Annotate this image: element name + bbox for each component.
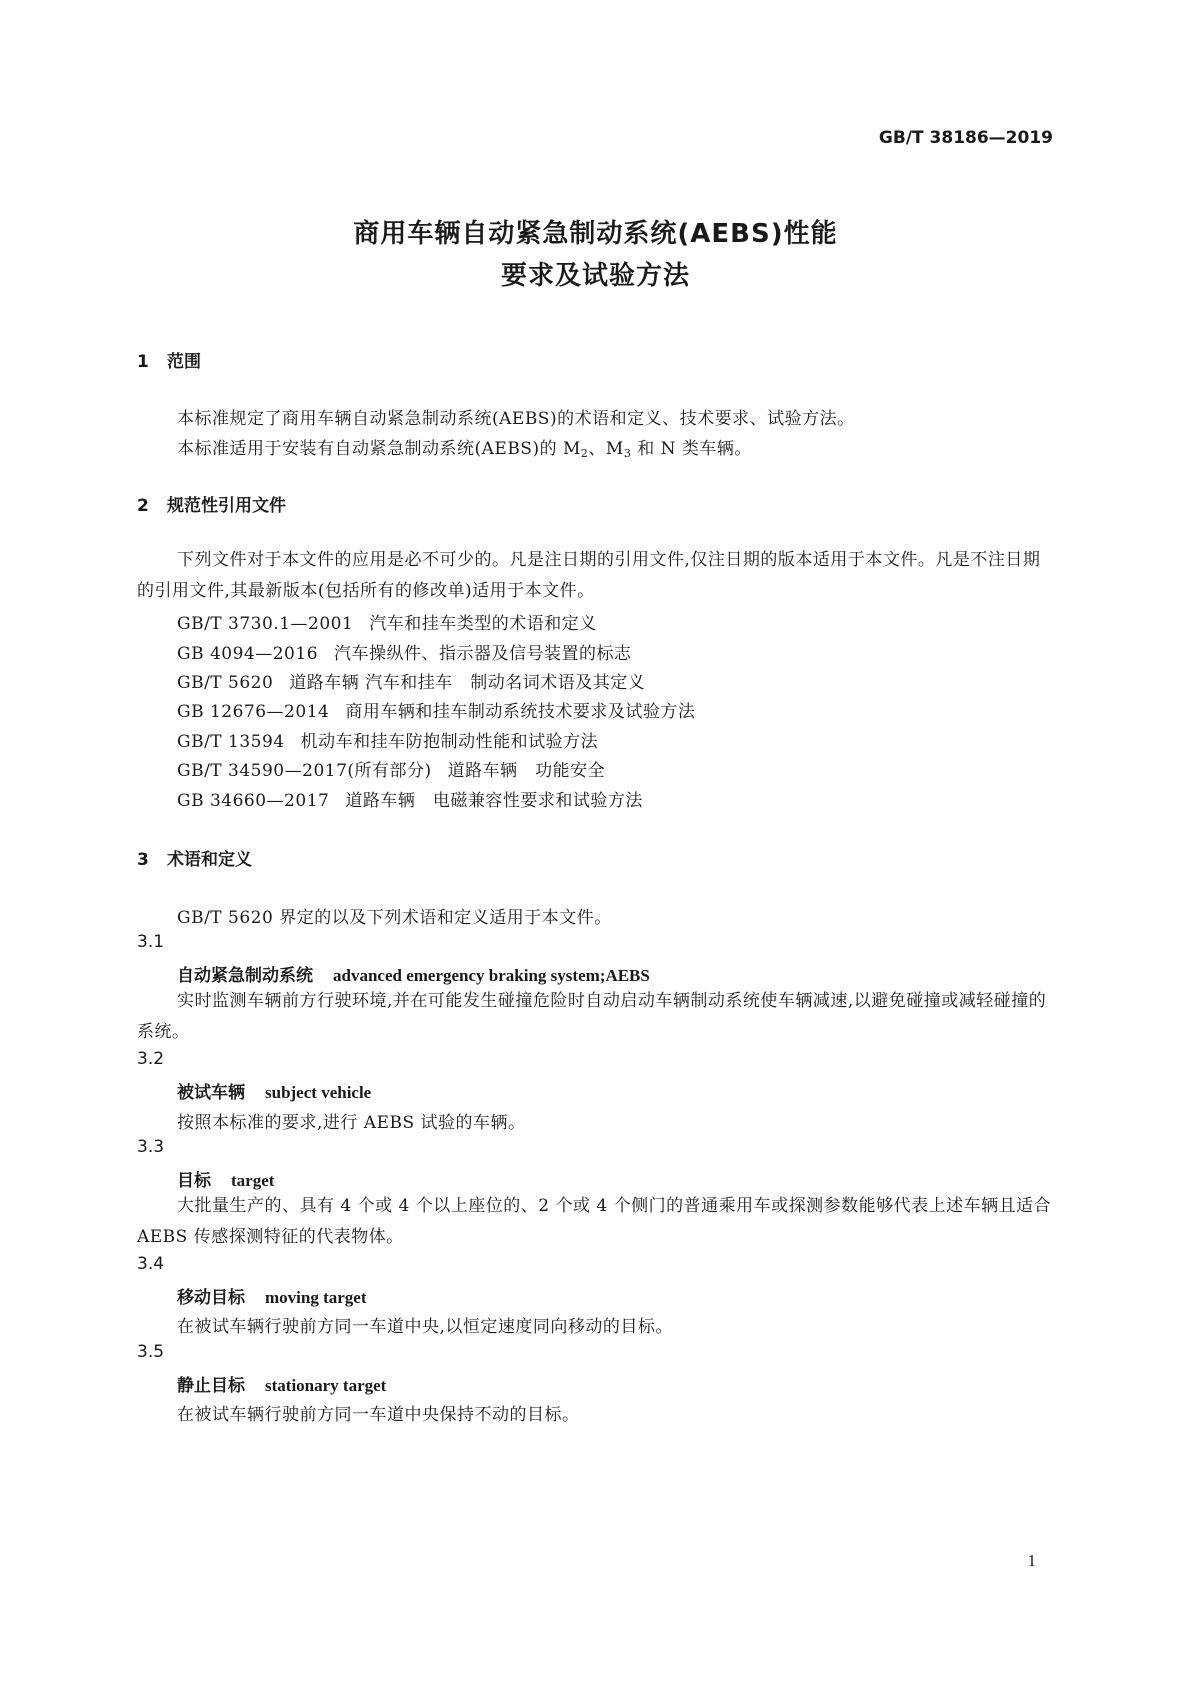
clause-number: 3.3	[137, 1137, 165, 1157]
section-title: 术语和定义	[167, 850, 252, 870]
term-en: moving target	[265, 1288, 367, 1307]
clause-number: 3.5	[137, 1342, 165, 1362]
term-zh: 静止目标	[177, 1376, 245, 1396]
term-zh: 自动紧急制动系统	[177, 966, 313, 986]
term-heading	[177, 1283, 367, 1308]
term-en: advanced emergency braking system;AEBS	[333, 966, 650, 985]
term-definition: 在被试车辆行驶前方同一车道中央保持不动的目标。	[177, 1405, 580, 1425]
reference-code: GB/T 3730.1—2001	[177, 614, 354, 634]
term-zh: 被试车辆	[177, 1083, 245, 1103]
term-definition: 大批量生产的、具有 4 个或 4 个以上座位的、2 个或 4 个侧门的普通乘用车或探测参数能够代表上述车辆且适合 AEBS 传感探测特征的代表物体。	[137, 1196, 1052, 1247]
section-2-heading	[137, 491, 286, 516]
reference-code: GB 4094—2016	[177, 644, 319, 664]
page-number: 1	[1027, 1551, 1036, 1570]
reference-title: 汽车操纵件、指示器及信号装置的标志	[334, 644, 632, 664]
reference-item	[177, 697, 695, 722]
document-title-line1: 商用车辆自动紧急制动系统(AEBS)性能	[353, 219, 838, 249]
terms-intro: GB/T 5620 界定的以及下列术语和定义适用于本文件。	[177, 908, 612, 928]
subscript: 3	[623, 447, 632, 460]
reference-code: GB/T 5620	[177, 673, 274, 693]
term-heading	[177, 1371, 386, 1396]
reference-title: 商用车辆和挂车制动系统技术要求及试验方法	[345, 702, 696, 722]
section-title: 规范性引用文件	[167, 496, 286, 516]
term-zh: 移动目标	[177, 1288, 245, 1308]
text-fragment: 、M	[588, 439, 624, 459]
term-en: target	[231, 1171, 275, 1190]
document-title-line2: 要求及试验方法	[500, 261, 690, 291]
term-definition: 按照本标准的要求,进行 AEBS 试验的车辆。	[177, 1113, 526, 1133]
term-heading	[177, 961, 650, 986]
reference-title: 汽车和挂车类型的术语和定义	[369, 614, 597, 634]
text-fragment: 本标准适用于安装有自动紧急制动系统(AEBS)的 M	[177, 439, 581, 459]
reference-item	[177, 786, 643, 811]
scope-paragraph-2	[177, 434, 752, 460]
section-1-heading	[137, 347, 201, 372]
reference-item	[177, 668, 645, 693]
term-heading	[177, 1078, 371, 1103]
section-number: 1	[137, 352, 149, 372]
term-zh: 目标	[177, 1171, 211, 1191]
reference-item	[177, 639, 632, 664]
reference-item	[177, 609, 597, 634]
references-intro: 下列文件对于本文件的应用是必不可少的。凡是注日期的引用文件,仅注日期的版本适用于本文件。凡是不注日期的引用文件,其最新版本(包括所有的修改单)适用于本文件。	[137, 550, 1041, 601]
reference-item	[177, 727, 598, 752]
section-number: 3	[137, 850, 149, 870]
standard-code: GB/T 38186—2019	[878, 128, 1053, 148]
term-en: subject vehicle	[265, 1083, 372, 1102]
term-definition: 在被试车辆行驶前方同一车道中央,以恒定速度同向移动的目标。	[177, 1317, 673, 1337]
reference-title: 机动车和挂车防抱制动性能和试验方法	[300, 732, 599, 752]
reference-title: 道路车辆 功能安全	[447, 761, 606, 781]
term-definition: 实时监测车辆前方行驶环境,并在可能发生碰撞危险时自动启动车辆制动系统使车辆减速,以避免碰撞或减轻碰撞的系统。	[137, 991, 1047, 1042]
term-en: stationary target	[265, 1376, 387, 1395]
term-heading	[177, 1166, 274, 1191]
reference-code: GB 34660—2017	[177, 791, 330, 811]
reference-code: GB/T 13594	[177, 732, 285, 752]
section-3-heading	[137, 845, 252, 870]
scope-paragraph-1: 本标准规定了商用车辆自动紧急制动系统(AEBS)的术语和定义、技术要求、试验方法。	[177, 409, 855, 429]
clause-number: 3.4	[137, 1254, 165, 1274]
section-title: 范围	[167, 352, 201, 372]
reference-item	[177, 756, 605, 781]
reference-code: GB/T 34590—2017(所有部分)	[177, 761, 432, 781]
reference-title: 道路车辆 汽车和挂车 制动名词术语及其定义	[289, 673, 646, 693]
reference-code: GB 12676—2014	[177, 702, 330, 722]
reference-title: 道路车辆 电磁兼容性要求和试验方法	[345, 791, 643, 811]
clause-number: 3.1	[137, 932, 165, 952]
clause-number: 3.2	[137, 1049, 165, 1069]
subscript: 2	[580, 447, 589, 460]
section-number: 2	[137, 496, 149, 516]
text-fragment: 和 N 类车辆。	[631, 439, 752, 459]
